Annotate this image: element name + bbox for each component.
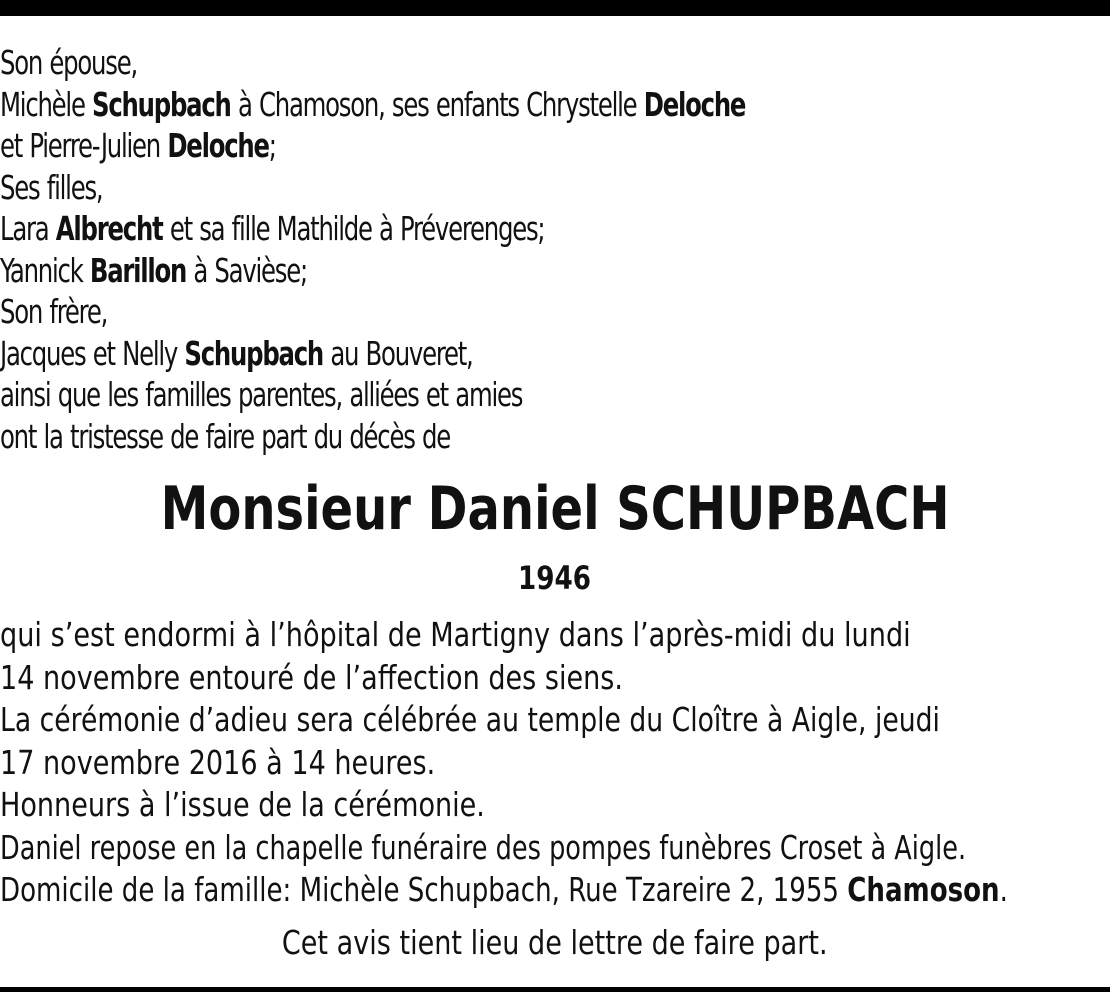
- town-name: Chamoson: [847, 870, 1000, 909]
- line-text: et sa fille Mathilde à Préverenges;: [162, 209, 545, 248]
- notice-line: [0, 416, 1110, 458]
- line-text: Son épouse,: [0, 43, 137, 82]
- notice-line: [0, 42, 1110, 84]
- notice-line: [0, 167, 1110, 209]
- detail-text: 17 novembre 2016 à 14 heures.: [0, 742, 436, 782]
- line-text: Michèle: [0, 84, 93, 124]
- detail-text: La cérémonie d’adieu sera célébrée au temple du Cloître à Aigle, jeudi: [0, 700, 940, 739]
- line-text: Lara: [0, 209, 56, 248]
- line-text: à Chamoson, ses enfants Chrystelle: [230, 84, 644, 124]
- detail-text: qui s’est endormi à l’hôpital de Martigny dans l’après-midi du lundi: [0, 615, 911, 654]
- detail-text: Domicile de la famille: Michèle Schupbach, Rue Tzareire 2, 1955: [0, 870, 848, 909]
- surname: Schupbach: [92, 84, 231, 124]
- closing-note: [0, 922, 1110, 964]
- top-rule: [0, 0, 1110, 16]
- detail-line: [0, 742, 1110, 785]
- family-announcement: [0, 42, 1110, 457]
- detail-text: .: [999, 870, 1008, 909]
- surname: Barillon: [89, 250, 187, 290]
- detail-text: Daniel repose en la chapelle funéraire des pompes funèbres Croset à Aigle.: [0, 827, 967, 867]
- detail-line: [0, 614, 1110, 657]
- birth-year: [0, 558, 1110, 598]
- ceremony-details: [0, 614, 1110, 912]
- birth-year-text: 1946: [518, 559, 592, 597]
- deceased-name-text: Monsieur Daniel SCHUPBACH: [160, 474, 950, 544]
- surname: Schupbach: [184, 333, 324, 373]
- deceased-name: [0, 474, 1110, 544]
- detail-line: [0, 657, 1110, 700]
- line-text: ;: [268, 126, 276, 165]
- surname: Deloche: [167, 126, 269, 165]
- bottom-rule: [0, 987, 1110, 992]
- line-text: ont la tristesse de faire part du décès de: [0, 416, 450, 456]
- surname: Albrecht: [55, 209, 163, 248]
- notice-line: [0, 291, 1110, 333]
- notice-line: [0, 125, 1110, 167]
- detail-text: 14 novembre entouré de l’affection des siens.: [0, 657, 623, 697]
- notice-line: [0, 208, 1110, 250]
- notice-line: [0, 250, 1110, 292]
- notice-line: [0, 374, 1110, 416]
- closing-text: Cet avis tient lieu de lettre de faire part.: [282, 923, 828, 962]
- line-text: Yannick: [0, 250, 90, 290]
- detail-text: Honneurs à l’issue de la cérémonie.: [0, 785, 485, 824]
- line-text: et Pierre-Julien: [0, 126, 168, 165]
- surname: Deloche: [643, 84, 746, 124]
- detail-line: [0, 827, 1110, 870]
- line-text: au Bouveret,: [323, 333, 473, 373]
- detail-line: [0, 699, 1110, 742]
- notice-line: [0, 333, 1110, 375]
- detail-line: [0, 869, 1110, 912]
- line-text: ainsi que les familles parentes, alliées et amies: [0, 375, 523, 414]
- line-text: Ses filles,: [0, 167, 103, 207]
- line-text: à Savièse;: [186, 250, 308, 290]
- line-text: Jacques et Nelly: [0, 333, 185, 373]
- notice-line: [0, 84, 1110, 126]
- line-text: Son frère,: [0, 292, 108, 331]
- detail-line: [0, 784, 1110, 827]
